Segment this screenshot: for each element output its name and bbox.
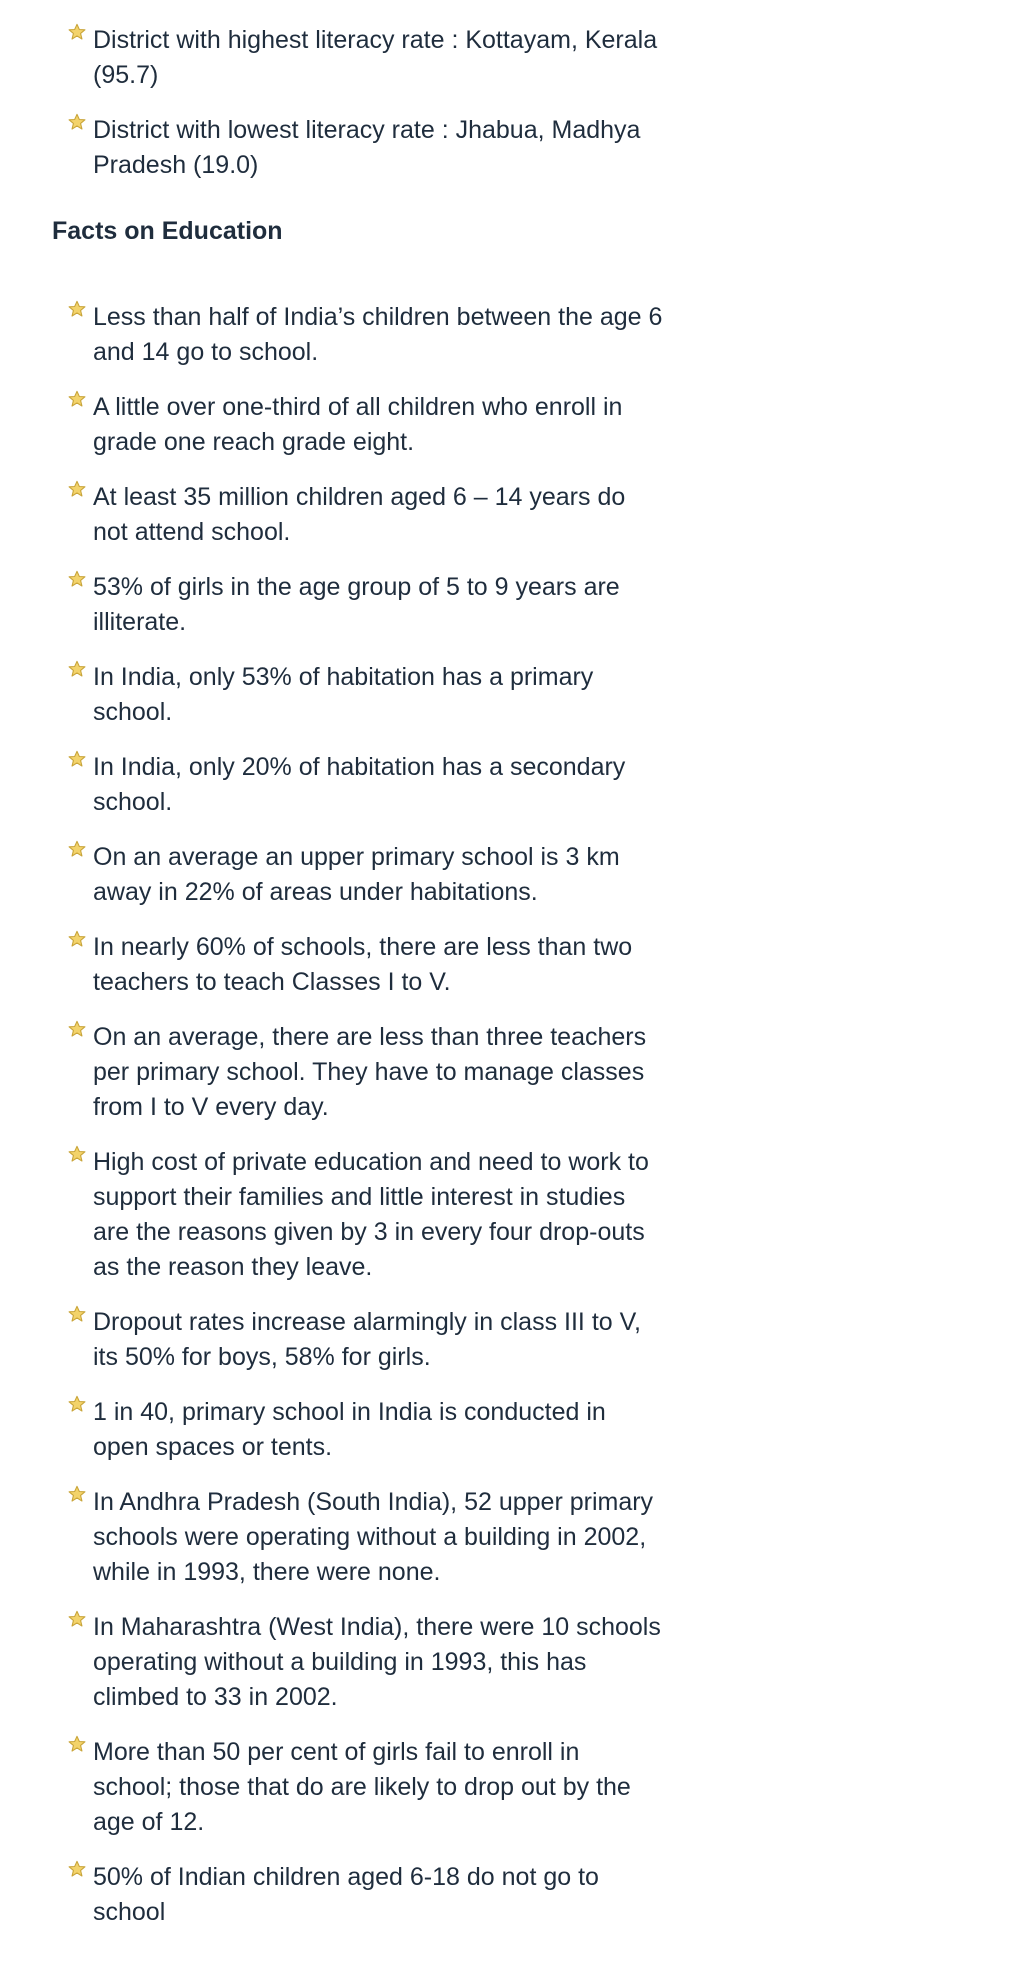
list-item-text: In India, only 53% of habitation has a primary school. bbox=[93, 663, 594, 726]
star-icon bbox=[68, 660, 86, 678]
list-item bbox=[0, 1145, 663, 1285]
list-item bbox=[0, 113, 663, 183]
star-icon bbox=[68, 1395, 86, 1413]
star-icon bbox=[68, 1485, 86, 1503]
list-item-text: In India, only 20% of habitation has a secondary school. bbox=[93, 753, 626, 816]
list-item-text: On an average an upper primary school is 3 km away in 22% of areas under habitations. bbox=[93, 843, 620, 906]
list-item bbox=[0, 300, 663, 370]
list-item-text: More than 50 per cent of girls fail to enroll in school; those that do are likely to drop out by the age of 12. bbox=[93, 1738, 631, 1836]
list-item-text: A little over one-third of all children who enroll in grade one reach grade eight. bbox=[93, 393, 623, 456]
list-item-text: Dropout rates increase alarmingly in class III to V, its 50% for boys, 58% for girls. bbox=[93, 1308, 641, 1371]
star-icon bbox=[68, 750, 86, 768]
star-icon bbox=[68, 113, 86, 131]
star-icon bbox=[68, 570, 86, 588]
list-item bbox=[0, 1305, 663, 1375]
list-item-text: District with highest literacy rate : Kottayam, Kerala (95.7) bbox=[93, 26, 658, 89]
list-item bbox=[0, 750, 663, 820]
star-icon bbox=[68, 840, 86, 858]
star-icon bbox=[68, 480, 86, 498]
list-item bbox=[0, 23, 663, 93]
star-icon bbox=[68, 23, 86, 41]
list-item bbox=[0, 1485, 663, 1590]
section-heading: Facts on Education bbox=[52, 217, 283, 245]
star-icon bbox=[68, 1735, 86, 1753]
literacy-facts-list bbox=[0, 23, 663, 203]
list-item bbox=[0, 930, 663, 1000]
star-icon bbox=[68, 300, 86, 318]
list-item-text: At least 35 million children aged 6 – 14 years do not attend school. bbox=[93, 483, 626, 546]
list-item bbox=[0, 840, 663, 910]
list-item-text: 50% of Indian children aged 6-18 do not go to school bbox=[93, 1863, 599, 1926]
list-item-text: In Andhra Pradesh (South India), 52 upper primary schools were operating without a building in 2002, while in 1993, there were none. bbox=[93, 1488, 654, 1586]
list-item bbox=[0, 1860, 663, 1930]
list-item-text: In Maharashtra (West India), there were 10 schools operating without a building in 1993, this has climbed to 33 in 2002. bbox=[93, 1613, 661, 1711]
star-icon bbox=[68, 1145, 86, 1163]
list-item bbox=[0, 570, 663, 640]
list-item-text: On an average, there are less than three teachers per primary school. They have to manage classes from I to V every day. bbox=[93, 1023, 647, 1121]
list-item bbox=[0, 1735, 663, 1840]
list-item bbox=[0, 1395, 663, 1465]
education-facts-list bbox=[0, 300, 663, 1950]
list-item-text: High cost of private education and need to work to support their families and little interest in studies are the reasons given by 3 in every four drop-outs as the reason they leave. bbox=[93, 1148, 649, 1281]
list-item-text: 53% of girls in the age group of 5 to 9 years are illiterate. bbox=[93, 573, 620, 636]
list-item-text: Less than half of India’s children between the age 6 and 14 go to school. bbox=[93, 303, 663, 366]
list-item-text: District with lowest literacy rate : Jhabua, Madhya Pradesh (19.0) bbox=[93, 116, 641, 179]
star-icon bbox=[68, 1860, 86, 1878]
star-icon bbox=[68, 1610, 86, 1628]
list-item bbox=[0, 480, 663, 550]
star-icon bbox=[68, 1020, 86, 1038]
list-item bbox=[0, 390, 663, 460]
list-item bbox=[0, 660, 663, 730]
star-icon bbox=[68, 390, 86, 408]
list-item bbox=[0, 1610, 663, 1715]
star-icon bbox=[68, 1305, 86, 1323]
star-icon bbox=[68, 930, 86, 948]
list-item-text: 1 in 40, primary school in India is conducted in open spaces or tents. bbox=[93, 1398, 606, 1461]
list-item bbox=[0, 1020, 663, 1125]
list-item-text: In nearly 60% of schools, there are less than two teachers to teach Classes I to V. bbox=[93, 933, 633, 996]
